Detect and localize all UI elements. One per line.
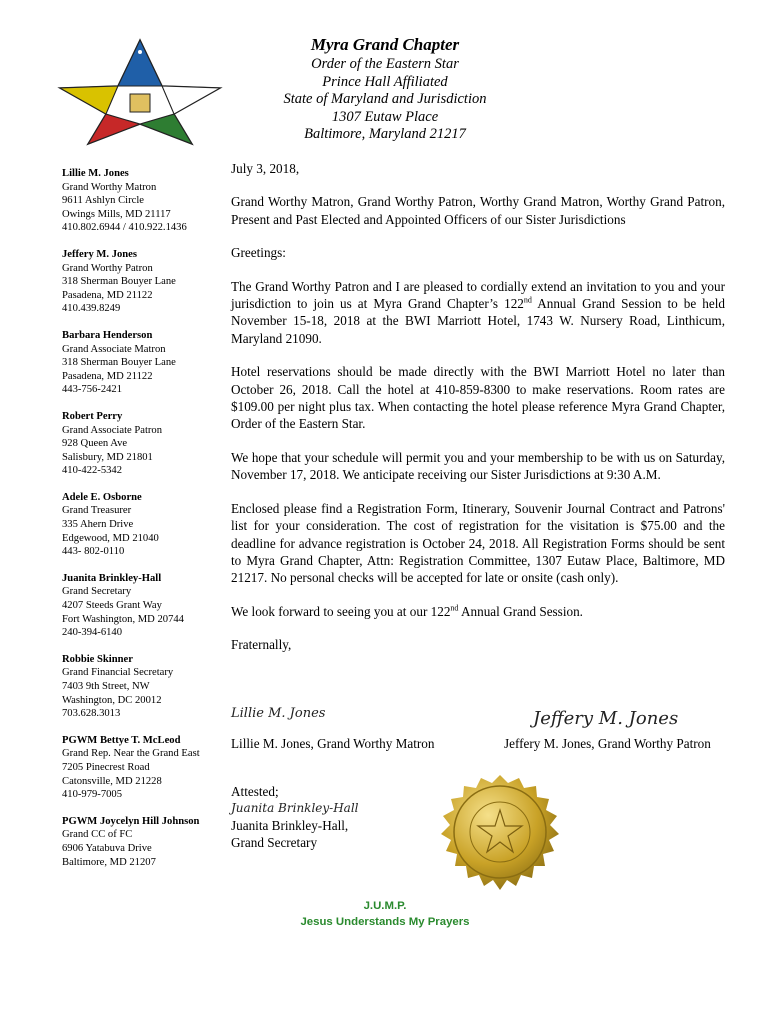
officer-line: Salisbury, MD 21801 bbox=[62, 451, 153, 463]
letter-paragraph-closing bbox=[231, 603, 725, 620]
officer-line: Catonsville, MD 21228 bbox=[62, 775, 162, 787]
officer-line: 318 Sherman Bouyer Lane bbox=[62, 357, 176, 369]
secretary-title: Grand Secretary bbox=[231, 835, 318, 850]
letterhead-line: Order of the Eastern Star bbox=[311, 56, 459, 72]
officer-name: PGWM Joycelyn Hill Johnson bbox=[62, 815, 200, 827]
officer-line: 410.802.6944 / 410.922.1436 bbox=[62, 222, 187, 234]
officer-name: Adele E. Osborne bbox=[62, 491, 142, 503]
text-run: The Grand Worthy Patron and I are pleased to cordially extend an invitation to you and your jurisdiction to join us at Myra Grand Chapter’s 122 bbox=[231, 278, 725, 312]
attested-label: Attested; bbox=[231, 784, 279, 799]
officer-entry bbox=[62, 491, 222, 559]
letter-paragraph-invitation bbox=[231, 278, 725, 348]
officer-entry bbox=[62, 248, 222, 316]
officer-entry bbox=[62, 572, 222, 640]
superscript: nd bbox=[523, 295, 532, 305]
letterhead-line: Prince Hall Affiliated bbox=[322, 73, 448, 90]
letterhead-line: 1307 Eutaw Place bbox=[331, 108, 439, 125]
officer-name: PGWM Bettye T. McLeod bbox=[62, 734, 181, 746]
matron-signature-name: Lillie M. Jones, Grand Worthy Matron bbox=[231, 736, 435, 751]
officer-name: Juanita Brinkley-Hall bbox=[62, 572, 162, 584]
officer-name: Robert Perry bbox=[62, 410, 123, 422]
officer-line: Grand Financial Secretary bbox=[62, 667, 174, 679]
footer-motto-text: Jesus Understands My Prayers bbox=[300, 916, 470, 928]
officer-name: Jeffery M. Jones bbox=[62, 248, 138, 260]
secretary-name: Juanita Brinkley-Hall, bbox=[231, 818, 349, 833]
officer-name: Robbie Skinner bbox=[62, 653, 133, 665]
officer-line: Baltimore, MD 21207 bbox=[62, 856, 156, 868]
officer-line: Fort Washington, MD 20744 bbox=[62, 613, 184, 625]
letter-body bbox=[231, 160, 725, 670]
officer-entry bbox=[62, 815, 222, 869]
officer-line: Grand Secretary bbox=[62, 586, 132, 598]
officers-sidebar bbox=[62, 167, 222, 882]
officer-line: 410-422-5342 bbox=[62, 465, 123, 477]
letter-date: July 3, 2018, bbox=[231, 161, 300, 176]
officer-line: 443-756-2421 bbox=[62, 384, 123, 396]
officer-line: 928 Queen Ave bbox=[62, 438, 128, 450]
gold-seal-icon bbox=[424, 758, 576, 906]
officer-line: 443- 802-0110 bbox=[62, 546, 125, 558]
officer-line: Grand Treasurer bbox=[62, 505, 132, 517]
officer-line: Grand Associate Patron bbox=[62, 424, 163, 436]
patron-signature: Jeffery M. Jones bbox=[533, 708, 679, 729]
officer-name: Barbara Henderson bbox=[62, 329, 153, 341]
officer-line: Grand CC of FC bbox=[62, 829, 133, 841]
letter-paragraph-registration: Enclosed please find a Registration Form, Itinerary, Souvenir Journal Contract and Patrons' list for your consideration. The cost of registration for the visitation is $75.00 and the deadline for advance registration is October 24, 2018. All Registration Forms should be sent to Myra Grand Chapter, Attn: Registration Committee, 1307 Eutaw Place, Baltimore, MD 21217. No personal checks will be accepted for late or onsite (cash only). bbox=[231, 500, 725, 586]
officer-line: Washington, DC 20012 bbox=[62, 694, 162, 706]
officer-line: Owings Mills, MD 21117 bbox=[62, 208, 171, 220]
officer-line: Grand Worthy Matron bbox=[62, 181, 157, 193]
officer-line: Pasadena, MD 21122 bbox=[62, 370, 153, 382]
officer-line: 335 Ahern Drive bbox=[62, 519, 134, 531]
officer-line: 7403 9th Street, NW bbox=[62, 681, 150, 692]
officer-line: 703.628.3013 bbox=[62, 708, 121, 720]
officer-line: 4207 Steeds Grant Way bbox=[62, 600, 162, 612]
secretary-signature: Juanita Brinkley-Hall bbox=[231, 801, 359, 815]
footer-acronym: J.U.M.P. bbox=[363, 900, 407, 912]
superscript: nd bbox=[450, 603, 459, 613]
officer-name: Lillie M. Jones bbox=[62, 168, 129, 179]
officer-line: Pasadena, MD 21122 bbox=[62, 289, 153, 301]
text-run: We look forward to seeing you at our 122 bbox=[231, 603, 451, 619]
officer-entry bbox=[62, 734, 222, 802]
officer-line: Grand Associate Matron bbox=[62, 343, 166, 355]
officer-entry bbox=[62, 329, 222, 397]
officer-line: 240-394-6140 bbox=[62, 627, 123, 639]
officer-line: 9611 Ashlyn Circle bbox=[62, 195, 144, 207]
patron-signature-name: Jeffery M. Jones, Grand Worthy Patron bbox=[504, 736, 711, 751]
officer-line: 7205 Pinecrest Road bbox=[62, 761, 150, 773]
letter-paragraph-schedule: We hope that your schedule will permit you and your membership to be with us on Saturday, November 17, 2018. We anticipate receiving our Sister Jurisdictions at 9:30 A.M. bbox=[231, 449, 725, 483]
letter-paragraph-hotel: Hotel reservations should be made directly with the BWI Marriott Hotel no later than October 26, 2018. Call the hotel at 410-859-8300 to make reservations. Room rates are $109.00 per night plus tax. When contacting the hotel please reference Myra Grand Chapter, Order of the Eastern Star. bbox=[231, 364, 725, 432]
officer-line: Grand Worthy Patron bbox=[62, 262, 153, 274]
text-run: Annual Grand Session. bbox=[458, 603, 583, 619]
officer-line: Edgewood, MD 21040 bbox=[62, 532, 159, 544]
letter-closing: Fraternally, bbox=[231, 637, 292, 653]
officer-entry bbox=[62, 167, 222, 235]
letter-greeting: Greetings: bbox=[231, 245, 286, 261]
text-run: Annual Grand Session to be held November 15-18, 2018 at the BWI Marriott Hotel, 1743 W. Nursery Road, Linthicum, Maryland 21090. bbox=[231, 296, 726, 346]
officer-line: 410.439.8249 bbox=[62, 303, 121, 315]
officer-line: 410-979-7005 bbox=[62, 789, 123, 801]
letter-address: Grand Worthy Matron, Grand Worthy Patron, Worthy Grand Matron, Worthy Grand Patron, Present and Past Elected and Appointed Officers of our Sister Jurisdictions bbox=[231, 194, 725, 227]
officer-line: 318 Sherman Bouyer Lane bbox=[62, 276, 176, 288]
officer-line: 6906 Yatabuva Drive bbox=[62, 842, 152, 854]
footer-motto bbox=[0, 898, 770, 930]
matron-signature: Lillie M. Jones bbox=[231, 706, 326, 721]
letterhead-line: State of Maryland and Jurisdiction bbox=[283, 91, 487, 108]
officer-entry bbox=[62, 653, 222, 721]
officer-entry bbox=[62, 410, 222, 478]
officer-line: Grand Rep. Near the Grand East bbox=[62, 748, 200, 760]
eastern-star-emblem-icon bbox=[50, 36, 230, 146]
letterhead-line: Baltimore, Maryland 21217 bbox=[304, 126, 466, 143]
letterhead bbox=[240, 34, 530, 144]
organization-title: Myra Grand Chapter bbox=[310, 35, 460, 54]
